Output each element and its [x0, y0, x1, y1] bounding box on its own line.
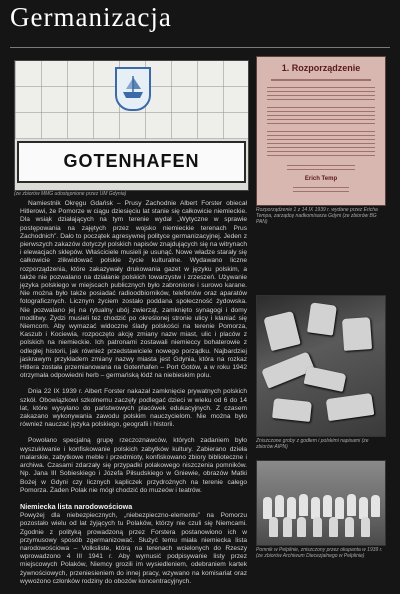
sign-text: GOTENHAFEN: [17, 141, 246, 183]
poster-caption: Rozporządzenie 1 z 14 IX 1939 r. wydane przez Ericha Tempa, zarządcę nadkomisarza Gdyni (ze zbiorów BG PAN): [256, 207, 378, 225]
ship-crest-icon: [115, 67, 151, 111]
section-paragraph: Powyżej dla niebezpiecznych, „niebezpieczno-elementu” na Pomorzu pozostało wielu od lat żyjących tu Polaków, którzy nie czuli się Niemcami. Zgodnie z polityką prowadzoną przez Forstera postanowiono ich w przymusowy sposób zgermanizować. Służyć temu miała niemiecka lista narodowościowa – Volksliste, którą na terenach wcielonych do Rzeszy wprowadzono 4 III 1941 r. Aby wymusić podpisywanie listy przez miejscowych Polaków, Niemcy grozili im wysiedleniem, odebraniem kartek żywnościowych, przeniesieniem do innej pracy, wzywano na komisariat oraz wywożono członków rodziny do obozów koncentracyjnych.: [20, 512, 247, 585]
section-heading: Niemiecka lista narodowościowa: [20, 501, 133, 511]
poster-signature: Erich Temp: [304, 176, 338, 182]
group-photo-caption: Pomnik w Pelplinie, zniszczony przez okupanta w 1939 r. (ze zbiorów Archiwum Diecezjalnego w Pelplinie): [256, 547, 383, 559]
article-paragraph-3: Powołano specjalną grupę rzeczoznawców, których zadaniem było wyszukiwanie i konfiskowanie polskich zabytków kultury. Zabierano dzieła malarskie, zabytkowe meble i przedmioty, konfiskowano zbiory biblioteczne i archiwa. Czasami zdarzały się przypadki polakowego niszczenia pomników. Np. Jana III Sobieskiego i Józefa Piłsudskiego w Gniewie, obrazów Matki Bożej w Gdyni czy licznych kapliczek przydrożnych na terenie całego Pomorza. Żaden Polak nie mógł chodzić do muzeów i teatrów.: [20, 437, 247, 494]
title-divider: [10, 47, 390, 48]
article-paragraph-1: Namiestnik Okręgu Gdańsk – Prusy Zachodnie Albert Forster obiecał Hitlerowi, że Pomorze w ciągu dziesięciu lat stanie się całkowicie niemieckie. Dla wsiąk działających na tym terenie wydał „Wytyczne w sprawie postępowania na zajętych przez wojsko niemieckie terenach Prus Zachodnich”. Dało to początek agresywnej polityce germanizacyjnej. Jeden z pierwszych zakazów dotyczył polskich napisów znajdujących się na witrynach i elewacjach sklepów. Właściciele musieli je usunąć. Nowe władze starały się całkowicie zlikwidować polskie życie kulturalne. Wydawano liczne rozporządzenia, które zakazywały drukowania gazet w języku polskim, a także nie pozwalano na działanie polskich towarzystw i zrzeszeń. Używanie języka polskiego w miejscach publicznych było zabronione i surowo karane. Nie można było także posiadać radioodbiorników, telefonów oraz aparatów fotograficznych. Licznym życiem zostało poddana społeczność żydowska. Nie pozwalano jej na rytualny ubój zwierząt, zamknięto synagogi i domy modlitwy. Żydzi musieli też chodzić po określonej stronie ulicy i kłaniać się Niemcom. Aby wymazać widoczne ślady polskości na terenie Pomorza, Kaszub i Kociewia, rozpoczęto akcję zmiany nazw miast, ulic i placów z polskich na niemieckie. Ich patronami zostawali niemieccy bohaterowie z odległej historii, jak również przedstawiciele nowego porządku. Najbardziej jaskrawym przykładem zmiany nazwy miasta jest Gdynia, która na rozkaz Hitlera została przemianowana na Gotenhafen – Port Gotów, a w roku 1942 otrzymała odpowiedni herb – germańską łódź na niebieskim polu.: [20, 200, 247, 380]
group-photo: [256, 460, 386, 546]
page-title: Germanizacja: [10, 2, 172, 32]
decree-poster: [256, 56, 386, 206]
gotenhafen-sign-photo: [14, 60, 249, 191]
destroyed-graves-photo: [256, 295, 386, 437]
poster-heading: 1. Rozporządzenie: [281, 63, 361, 73]
graves-photo-caption: Zniszczone groby z godłem i polskimi napisami (ze zbiorów AIPN): [256, 438, 369, 450]
article-paragraph-2: Dnia 22 IX 1939 r. Albert Forster nakazał zamknięcie prywatnych polskich szkół. Obowiązkowi szkolnemu zaczęły podlegać dzieci w wieku od 6 do 14 lat, które wysyłano do państwowych placówek edukacyjnych. Z czasem zakazano wykonywania zawodu polskim nauczycielom. Nie można było również nauczać języka polskiego, geografii i historii.: [20, 388, 247, 429]
sign-photo-caption: (ze zbiorów MMG udostępnione przez UM Gdynia): [14, 191, 127, 197]
article-body: [20, 200, 247, 594]
